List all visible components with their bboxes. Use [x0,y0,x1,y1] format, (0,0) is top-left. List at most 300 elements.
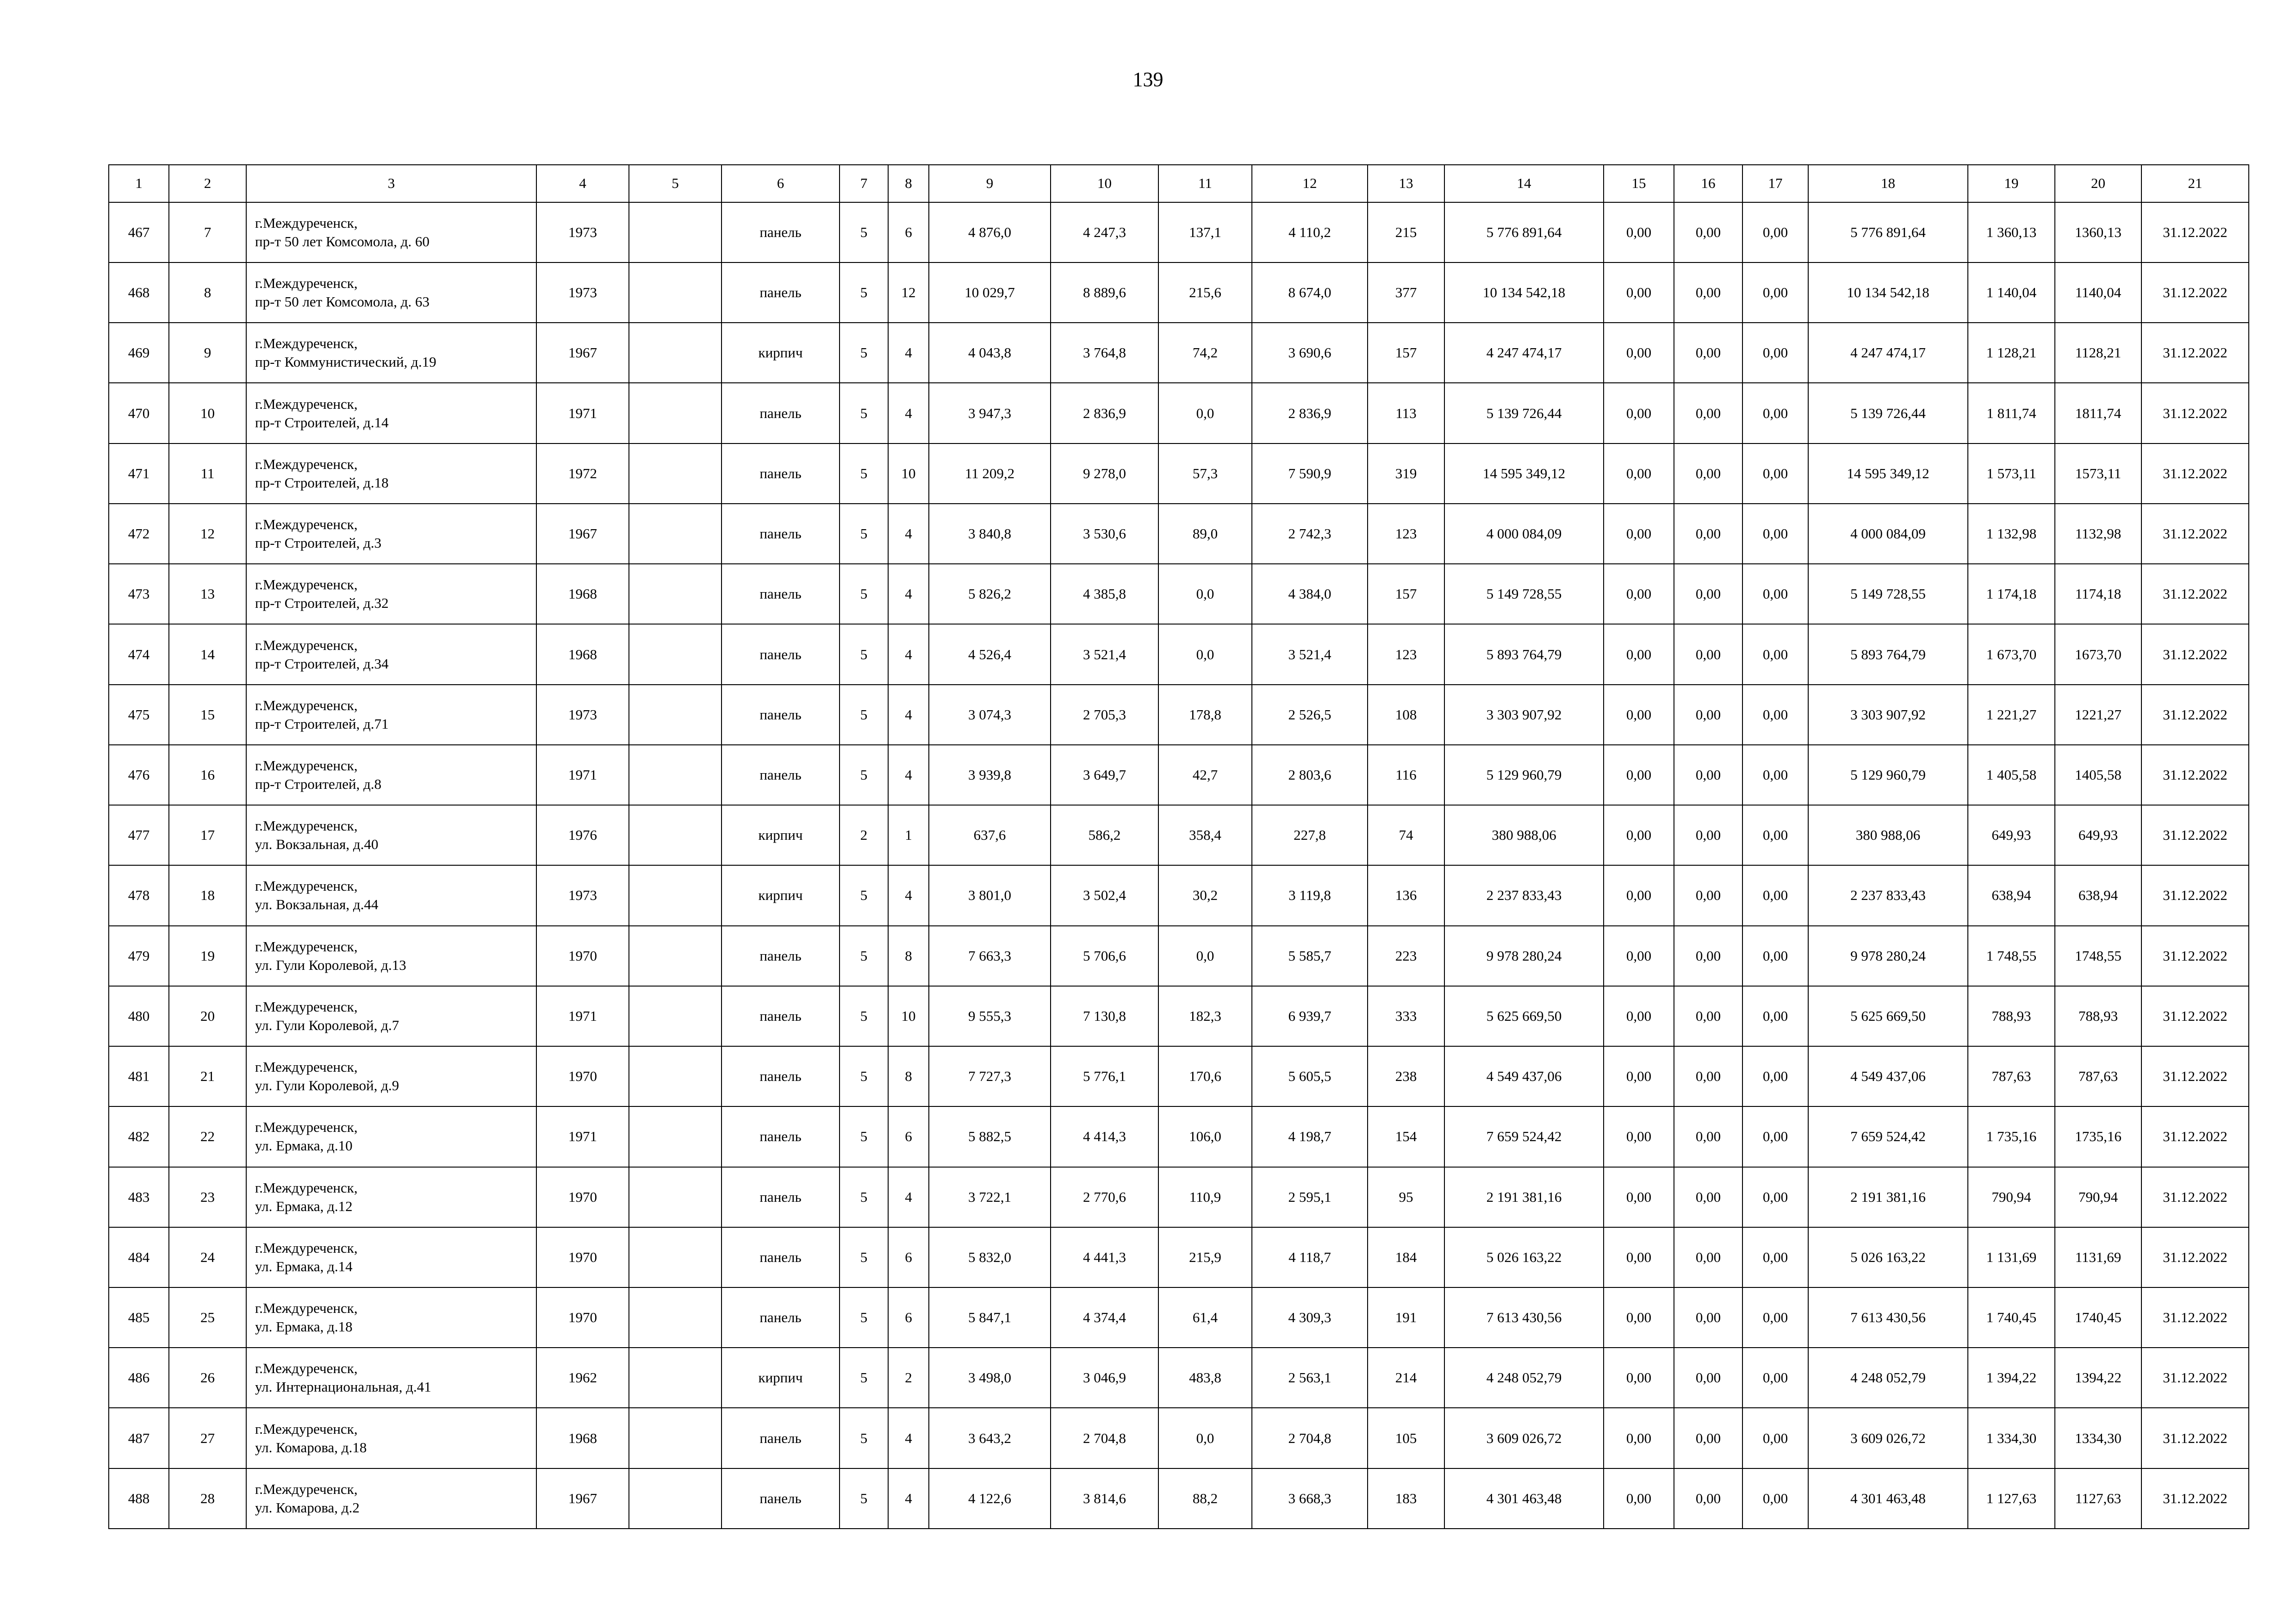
table-cell: 4 247 474,17 [1808,323,1968,383]
table-cell: 0,00 [1674,1348,1742,1408]
column-number-cell: 7 [840,165,888,202]
table-cell: 157 [1368,323,1444,383]
table-cell: 116 [1368,745,1444,805]
table-cell: 4 876,0 [929,202,1051,262]
table-cell: 31.12.2022 [2141,443,2249,504]
address-street: ул. Ермака, д.18 [255,1318,353,1335]
table-cell: 1 132,98 [1968,504,2055,564]
table-cell: 486 [109,1348,169,1408]
address-street: пр-т Строителей, д.34 [255,655,389,672]
table-cell: 5 [840,624,888,684]
table-cell: 3 530,6 [1051,504,1158,564]
address-city: г.Междуреченск, [255,938,358,955]
table-cell: 4 000 084,09 [1444,504,1604,564]
address-city: г.Междуреченск, [255,214,358,231]
table-cell: 0,00 [1604,1348,1674,1408]
table-cell: 7 613 430,56 [1444,1287,1604,1348]
table-cell: 42,7 [1158,745,1252,805]
table-cell [629,262,722,323]
table-cell: 470 [109,383,169,443]
table-cell: 5 [840,1287,888,1348]
table-cell: 157 [1368,564,1444,624]
address-city: г.Междуреченск, [255,637,358,653]
table-cell: 487 [109,1408,169,1468]
address-street: пр-т 50 лет Комсомола, д. 63 [255,294,430,310]
column-number-cell: 4 [536,165,629,202]
table-cell: 9 278,0 [1051,443,1158,504]
address-street: пр-т 50 лет Комсомола, д. 60 [255,233,430,250]
table-cell: 0,00 [1604,805,1674,865]
table-cell: 5 [840,926,888,986]
table-cell: 14 [169,624,246,684]
column-number-cell: 15 [1604,165,1674,202]
address-cell [246,323,536,383]
table-cell: 10 [169,383,246,443]
table-cell: 0,0 [1158,1408,1252,1468]
table-cell: 3 074,3 [929,685,1051,745]
table-cell [629,1227,722,1287]
table-cell: 0,00 [1742,865,1808,925]
table-cell: 1968 [536,564,629,624]
table-cell: панель [722,443,840,504]
table-cell: 5 [840,202,888,262]
table-cell: 6 [888,202,929,262]
table-cell: 1360,13 [2055,202,2141,262]
table-cell: 1221,27 [2055,685,2141,745]
column-number-cell: 1 [109,165,169,202]
column-number-cell: 2 [169,165,246,202]
table-cell: 0,00 [1674,1046,1742,1106]
table-cell: 473 [109,564,169,624]
address-cell [246,1408,536,1468]
table-cell: 57,3 [1158,443,1252,504]
table-cell: 0,00 [1742,262,1808,323]
table-cell: 1174,18 [2055,564,2141,624]
table-cell: 31.12.2022 [2141,202,2249,262]
table-cell: 4 549 437,06 [1808,1046,1968,1106]
table-cell [629,1287,722,1348]
table-cell: 0,00 [1742,1287,1808,1348]
address-city: г.Междуреченск, [255,335,358,352]
table-row [109,1468,2249,1529]
table-cell: панель [722,1167,840,1227]
table-cell: 3 609 026,72 [1808,1408,1968,1468]
address-cell [246,986,536,1046]
table-cell: 7 613 430,56 [1808,1287,1968,1348]
table-cell: 31.12.2022 [2141,624,2249,684]
table-cell: 16 [169,745,246,805]
address-cell [246,1287,536,1348]
table-cell: 0,00 [1604,624,1674,684]
address-cell [246,383,536,443]
table-cell: 4 043,8 [929,323,1051,383]
table-row [109,323,2249,383]
table-cell: 1 673,70 [1968,624,2055,684]
table-cell [629,1348,722,1408]
table-cell: 2 237 833,43 [1444,865,1604,925]
table-cell: 1573,11 [2055,443,2141,504]
table-cell: 4 385,8 [1051,564,1158,624]
table-cell: панель [722,1106,840,1167]
address-street: ул. Гули Королевой, д.9 [255,1077,399,1094]
table-cell: 30,2 [1158,865,1252,925]
table-cell: 1 573,11 [1968,443,2055,504]
table-cell: 0,0 [1158,564,1252,624]
table-cell: 10 [888,443,929,504]
table-cell: 1127,63 [2055,1468,2141,1529]
address-cell [246,564,536,624]
table-cell: 89,0 [1158,504,1252,564]
table-cell: 61,4 [1158,1287,1252,1348]
table-cell: 0,00 [1604,1408,1674,1468]
table-cell: 488 [109,1468,169,1529]
table-cell: 5 026 163,22 [1444,1227,1604,1287]
table-cell: 3 690,6 [1252,323,1368,383]
table-cell: панель [722,745,840,805]
table-cell: 0,00 [1742,805,1808,865]
table-cell: 14 595 349,12 [1444,443,1604,504]
table-cell: 3 521,4 [1252,624,1368,684]
table-cell: 13 [169,564,246,624]
table-cell: 0,00 [1742,1106,1808,1167]
table-cell: 5 129 960,79 [1808,745,1968,805]
table-cell: 0,00 [1674,1287,1742,1348]
table-cell: 31.12.2022 [2141,262,2249,323]
table-cell: 9 555,3 [929,986,1051,1046]
table-cell: панель [722,624,840,684]
table-cell: 6 [888,1227,929,1287]
address-cell [246,1106,536,1167]
table-cell: панель [722,1468,840,1529]
table-cell: 0,00 [1674,1227,1742,1287]
table-cell: 4 301 463,48 [1808,1468,1968,1529]
table-cell: 5 893 764,79 [1444,624,1604,684]
address-city: г.Междуреченск, [255,1179,358,1196]
table-cell [629,926,722,986]
table-cell [629,202,722,262]
table-cell: 19 [169,926,246,986]
table-cell: 0,00 [1674,504,1742,564]
address-city: г.Междуреченск, [255,456,358,472]
table-cell: 5 625 669,50 [1444,986,1604,1046]
table-cell: 2 803,6 [1252,745,1368,805]
table-cell: 3 764,8 [1051,323,1158,383]
table-cell: 170,6 [1158,1046,1252,1106]
table-cell: 468 [109,262,169,323]
table-cell: 18 [169,865,246,925]
address-street: ул. Вокзальная, д.40 [255,836,379,853]
table-cell: 5 129 960,79 [1444,745,1604,805]
table-cell: 5 [840,1167,888,1227]
table-cell: 4 549 437,06 [1444,1046,1604,1106]
table-cell: 0,00 [1674,865,1742,925]
table-cell: 4 301 463,48 [1444,1468,1604,1529]
table-cell: 5 826,2 [929,564,1051,624]
table-cell: 1973 [536,865,629,925]
table-cell: 0,0 [1158,926,1252,986]
table-cell: кирпич [722,805,840,865]
table-cell: 5 [840,1408,888,1468]
table-cell: 110,9 [1158,1167,1252,1227]
table-cell: панель [722,1046,840,1106]
table-cell: 3 303 907,92 [1808,685,1968,745]
table-cell: 31.12.2022 [2141,745,2249,805]
table-cell: 4 [888,564,929,624]
table-cell: 1971 [536,383,629,443]
table-cell: 5 706,6 [1051,926,1158,986]
table-cell: 4 [888,323,929,383]
address-city: г.Междуреченск, [255,1420,358,1437]
table-cell: 0,00 [1604,1046,1674,1106]
table-cell: 0,00 [1604,745,1674,805]
address-street: пр-т Строителей, д.18 [255,474,389,491]
table-cell: панель [722,564,840,624]
table-cell: 0,00 [1604,383,1674,443]
table-cell: 5 [840,986,888,1046]
address-cell [246,926,536,986]
table-cell: 1 394,22 [1968,1348,2055,1408]
table-cell: 10 029,7 [929,262,1051,323]
table-cell: 5 605,5 [1252,1046,1368,1106]
table-cell [629,1046,722,1106]
table-cell: 4 [888,624,929,684]
table-cell [629,865,722,925]
table-cell: 31.12.2022 [2141,504,2249,564]
table-cell: 1 174,18 [1968,564,2055,624]
table-cell: 3 303 907,92 [1444,685,1604,745]
address-cell [246,262,536,323]
table-cell: 4 [888,504,929,564]
table-cell: 0,00 [1742,1167,1808,1227]
address-cell [246,745,536,805]
table-cell: 0,0 [1158,383,1252,443]
address-city: г.Междуреченск, [255,1480,358,1497]
table-cell: 0,00 [1742,685,1808,745]
table-cell: 24 [169,1227,246,1287]
table-cell: 649,93 [2055,805,2141,865]
table-cell: 191 [1368,1287,1444,1348]
table-cell: 0,00 [1604,1167,1674,1227]
table-cell: 0,00 [1742,202,1808,262]
table-cell: 4 248 052,79 [1808,1348,1968,1408]
table-cell: 31.12.2022 [2141,1408,2249,1468]
table-cell: 11 [169,443,246,504]
address-cell [246,1348,536,1408]
address-city: г.Междуреченск, [255,395,358,412]
table-row [109,685,2249,745]
table-cell: 1967 [536,323,629,383]
table-cell: 4 247 474,17 [1444,323,1604,383]
address-city: г.Междуреченск, [255,1300,358,1317]
table-cell: 4 414,3 [1051,1106,1158,1167]
table-cell: 1967 [536,504,629,564]
table-cell: 4 [888,1408,929,1468]
address-city: г.Междуреченск, [255,998,358,1015]
table-cell: 1970 [536,1046,629,1106]
page-number: 139 [1132,68,1164,91]
table-cell: 1970 [536,1227,629,1287]
table-cell: 184 [1368,1227,1444,1287]
table-cell: 1973 [536,262,629,323]
table-cell: 31.12.2022 [2141,564,2249,624]
table-row [109,1287,2249,1348]
table-cell: 182,3 [1158,986,1252,1046]
address-city: г.Междуреченск, [255,1239,358,1256]
table-cell: 0,00 [1604,685,1674,745]
table-cell: 3 814,6 [1051,1468,1158,1529]
table-cell: 0,00 [1604,986,1674,1046]
table-row [109,1348,2249,1408]
table-cell [629,504,722,564]
table-cell: 137,1 [1158,202,1252,262]
column-number-cell: 11 [1158,165,1252,202]
table-cell: 6 [888,1287,929,1348]
address-city: г.Междуреченск, [255,275,358,292]
address-street: пр-т Коммунистический, д.19 [255,354,436,370]
table-cell: 1970 [536,1167,629,1227]
table-cell: 7 659 524,42 [1808,1106,1968,1167]
table-cell [629,986,722,1046]
table-cell: 215,9 [1158,1227,1252,1287]
table-cell: 0,00 [1674,564,1742,624]
table-cell: 483 [109,1167,169,1227]
table-cell: 586,2 [1051,805,1158,865]
table-cell: 0,00 [1674,1167,1742,1227]
table-cell: 1 128,21 [1968,323,2055,383]
table-cell [629,443,722,504]
table-cell: панель [722,202,840,262]
table-cell: 476 [109,745,169,805]
table-cell: 31.12.2022 [2141,1287,2249,1348]
table-cell: кирпич [722,865,840,925]
table-cell: 5 776 891,64 [1444,202,1604,262]
table-cell: 105 [1368,1408,1444,1468]
table-cell: 2 191 381,16 [1444,1167,1604,1227]
table-cell: 2 191 381,16 [1808,1167,1968,1227]
table-cell: панель [722,262,840,323]
table-cell: 0,00 [1674,262,1742,323]
address-cell [246,805,536,865]
table-cell: 0,00 [1604,926,1674,986]
address-street: ул. Интернациональная, д.41 [255,1379,431,1395]
table-cell: 5 882,5 [929,1106,1051,1167]
table-cell: 31.12.2022 [2141,685,2249,745]
table-cell: 106,0 [1158,1106,1252,1167]
table-cell: 5 625 669,50 [1808,986,1968,1046]
table-cell: 5 026 163,22 [1808,1227,1968,1287]
table-cell: 3 668,3 [1252,1468,1368,1529]
table-cell: 1972 [536,443,629,504]
address-street: ул. Ермака, д.14 [255,1258,353,1274]
table-cell: 4 441,3 [1051,1227,1158,1287]
table-cell: 215,6 [1158,262,1252,323]
table-cell: 31.12.2022 [2141,1348,2249,1408]
table-cell: 1 735,16 [1968,1106,2055,1167]
table-cell: 377 [1368,262,1444,323]
table-cell: 485 [109,1287,169,1348]
table-cell: 9 978 280,24 [1808,926,1968,986]
table-cell: 1971 [536,745,629,805]
table-cell: 5 [840,1348,888,1408]
table-cell: 1740,45 [2055,1287,2141,1348]
address-street: ул. Вокзальная, д.44 [255,896,379,913]
column-number-cell: 21 [2141,165,2249,202]
table-cell: 5 [840,865,888,925]
table-cell: 0,00 [1604,1468,1674,1529]
table-row [109,504,2249,564]
table-cell: 0,00 [1674,624,1742,684]
table-cell: 178,8 [1158,685,1252,745]
table-cell: 7 [169,202,246,262]
address-cell [246,443,536,504]
table-cell: 223 [1368,926,1444,986]
table-row [109,1408,2249,1468]
table-cell: 31.12.2022 [2141,1167,2249,1227]
table-cell: 74 [1368,805,1444,865]
table-cell: 467 [109,202,169,262]
table-cell: 5 [840,443,888,504]
table-cell: 0,00 [1674,685,1742,745]
table-cell: 3 947,3 [929,383,1051,443]
table-cell: 4 [888,685,929,745]
table-cell: 638,94 [1968,865,2055,925]
table-cell: 8 674,0 [1252,262,1368,323]
table-cell: 787,63 [1968,1046,2055,1106]
table-row [109,1106,2249,1167]
table-cell: 787,63 [2055,1046,2141,1106]
table-row [109,1167,2249,1227]
table-cell: 4 [888,383,929,443]
table-cell: 478 [109,865,169,925]
table-cell: 0,00 [1604,1287,1674,1348]
table-cell: 5 149 728,55 [1808,564,1968,624]
table-cell: 319 [1368,443,1444,504]
table-cell: 2 [888,1348,929,1408]
table-cell: 4 526,4 [929,624,1051,684]
table-cell: 5 [840,1046,888,1106]
column-number-cell: 5 [629,165,722,202]
table-row [109,745,2249,805]
column-number-cell: 3 [246,165,536,202]
table-row [109,865,2249,925]
table-row [109,986,2249,1046]
table-cell: 25 [169,1287,246,1348]
table-cell: 1 [888,805,929,865]
table-cell: 3 502,4 [1051,865,1158,925]
table-cell: 4 [888,1468,929,1529]
table-cell: 6 939,7 [1252,986,1368,1046]
table-cell: кирпич [722,1348,840,1408]
table-cell: 5 [840,685,888,745]
table-cell: 479 [109,926,169,986]
table-cell: 0,00 [1742,383,1808,443]
table-cell: 0,00 [1742,564,1808,624]
table-cell: 3 046,9 [1051,1348,1158,1408]
address-street: ул. Гули Королевой, д.7 [255,1017,399,1033]
table-cell: 1 221,27 [1968,685,2055,745]
table-cell: 123 [1368,624,1444,684]
table-cell [629,1106,722,1167]
address-cell [246,1227,536,1287]
table-row [109,1227,2249,1287]
table-cell: 0,00 [1742,1348,1808,1408]
table-cell: 10 134 542,18 [1808,262,1968,323]
address-city: г.Междуреченск, [255,1360,358,1377]
table-cell: 9 [169,323,246,383]
address-street: пр-т Строителей, д.32 [255,595,389,612]
table-cell: 0,00 [1674,1468,1742,1529]
table-cell: 790,94 [2055,1167,2141,1227]
